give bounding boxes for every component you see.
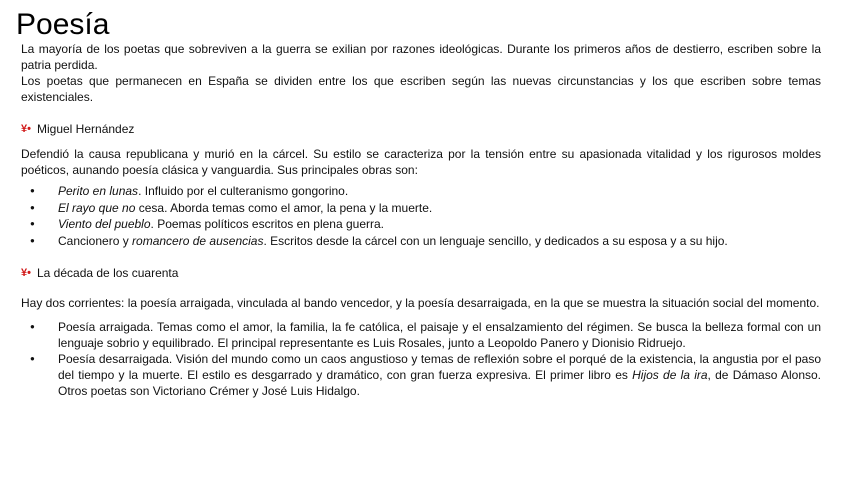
work-title: Hijos de la ira: [632, 368, 708, 382]
document-content: [21, 41, 821, 399]
currents-list: [21, 319, 821, 399]
current-description: Poesía desarraigada. Visión del mundo como un caos angustioso y temas de reflexión sobre el porqué de la existencia, la angustia por el paso del tiempo y la muerte. El estilo es desgarrado y dramático, con gran fuerza expresiva. El primer libro es: [58, 352, 821, 382]
section-heading-miguel-hernandez: [21, 121, 821, 137]
work-description: cesa. Aborda temas como el amor, la pena y la muerte.: [135, 200, 433, 215]
list-item: [21, 200, 821, 217]
list-item: [21, 319, 821, 351]
intro: [21, 41, 821, 105]
work-title: romancero de ausencias: [132, 233, 264, 248]
intro-paragraph-1: La mayoría de los poetas que sobreviven a la guerra se exilian por razones ideológicas. Durante los primeros años de destierro, escriben sobre la patria perdida.: [21, 42, 821, 72]
list-item: [21, 216, 821, 233]
section-body: Hay dos corrientes: la poesía arraigada, vinculada al bando vencedor, y la poesía desarraigada, en la que se muestra la situación social del momento.: [21, 296, 820, 310]
work-prefix: Cancionero y: [58, 233, 133, 248]
list-item: [21, 233, 821, 250]
work-title: El rayo que no: [58, 200, 136, 215]
section-heading-decada-cuarenta: [21, 265, 821, 281]
list-item: [21, 351, 821, 399]
work-title: Viento del pueblo: [58, 217, 151, 231]
section-body: Defendió la causa republicana y murió en la cárcel. Su estilo se caracteriza por la tensión entre su apasionada vitalidad y los rigurosos moldes poéticos, aunando poesía clásica y vanguardia. Sus principales obras son:: [21, 147, 821, 177]
red-bullet-icon: ¥•: [21, 267, 31, 279]
section-heading-label: La década de los cuarenta: [37, 266, 179, 280]
current-description: Poesía arraigada. Temas como el amor, la familia, la fe católica, el paisaje y el ensalzamiento del régimen. Se busca la belleza formal con un lenguaje sobrio y equilibrado. El principal representante es Luis Rosales, junto a Leopoldo Panero y Dionisio Ridruejo.: [58, 320, 821, 350]
work-description: . Escritos desde la cárcel con un lenguaje sencillo, y dedicados a su esposa y a su hijo.: [263, 233, 728, 248]
list-item: [21, 183, 821, 200]
work-title: Perito en lunas: [58, 184, 139, 198]
section-heading-label: Miguel Hernández: [37, 122, 135, 136]
page-title: Poesía: [16, 8, 110, 41]
red-bullet-icon: ¥•: [21, 123, 31, 135]
work-description: . Influido por el culteranismo gongorino.: [138, 184, 349, 198]
current-description-rest: , de Dámaso Alonso. Otros poetas son Victoriano Crémer y José Luis Hidalgo.: [58, 368, 821, 398]
works-list: [21, 183, 821, 249]
work-description: . Poemas políticos escritos en plena guerra.: [150, 217, 384, 231]
intro-paragraph-2: Los poetas que permanecen en España se dividen entre los que escriben según las nuevas circunstancias y los que escriben sobre temas existenciales.: [21, 74, 821, 104]
